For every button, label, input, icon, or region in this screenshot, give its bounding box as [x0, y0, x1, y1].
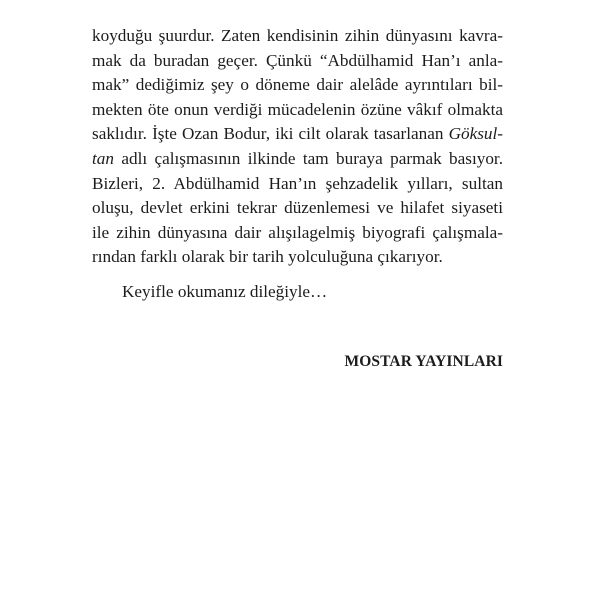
body-paragraph [92, 24, 503, 270]
publisher-signature: MOSTAR YAYINLARI [344, 352, 503, 370]
text-line: rından farklı olarak bir tarih yolculuğuna çıkarıyor. [92, 247, 443, 267]
book-title-italic: tan [92, 148, 114, 168]
text-segment: adlı çalışmasının ilkinde tam buraya parmak basıyor. [121, 148, 504, 168]
closing-line: Keyifle okumanız dileğiyle… [122, 281, 328, 301]
text-line: mak” dediğimiz şey o döneme dair alelâde ayrıntıları bil- [92, 75, 503, 95]
text-line: Bizleri, 2. Abdülhamid Han’ın şehzadelik yılları, sultan [92, 173, 503, 193]
text-line [92, 122, 503, 147]
text-line: mekten öte onun verdiği mücadelenin özüne vâkıf olmakta [92, 99, 503, 119]
text-segment: saklıdır. İşte Ozan Bodur, iki cilt olarak tasarlanan [92, 124, 444, 144]
text-line: ile zihin dünyasına dair alışılagelmiş biyografi çalışmala- [92, 222, 503, 242]
text-line [92, 147, 503, 172]
text-line: mak da buradan geçer. Çünkü “Abdülhamid Han’ı anla- [92, 50, 503, 70]
text-line: oluşu, devlet erkini tekrar düzenlemesi ve hilafet siyaseti [92, 198, 503, 218]
text-line: koyduğu şuurdur. Zaten kendisinin zihin dünyasını kavra- [92, 26, 503, 45]
book-title-italic: Göksul- [448, 124, 504, 144]
document-page [92, 24, 503, 374]
